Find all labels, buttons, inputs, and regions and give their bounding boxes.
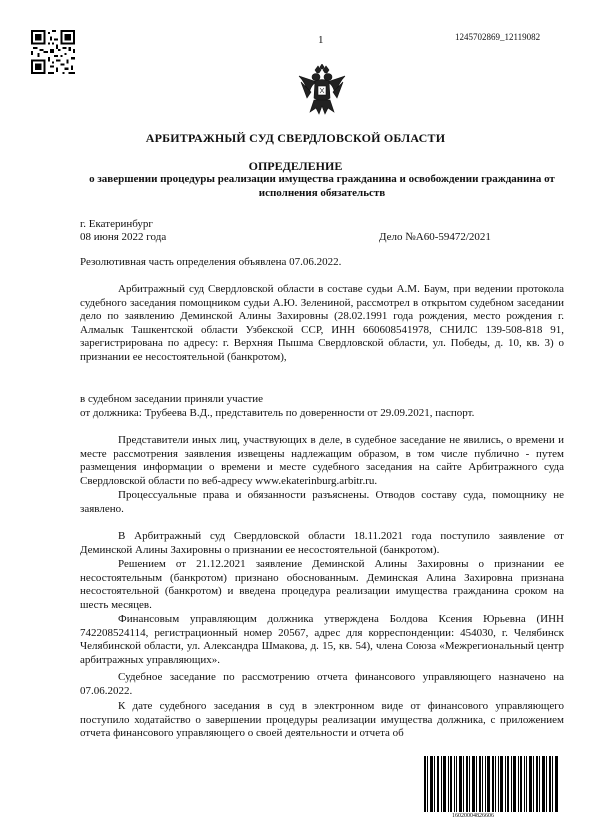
coat-of-arms-emblem: [297, 64, 347, 118]
decision-paragraph: Решением от 21.12.2021 заявление Деминской Алины Захировны о признании ее несостоятельным (банкротом) признано обоснованным. Деминская Алина Захировна признана несостоятельной (банкротом) и введена процедура реализации имущества гражданина сроком на шесть месяцев.: [80, 558, 564, 611]
financial-manager-paragraph: Финансовым управляющим должника утверждена Болдова Ксения Юрьевна (ИНН 742208524114, регистрационный номер 20567, адрес для корреспонденции: 454030, г. Челябинск Челябинской области, ул. Александра Шмакова, д. 15, кв. 54), члена Союза «Межрегиональный центр арбитражных управляющих».: [80, 613, 564, 666]
court-name: АРБИТРАЖНЫЙ СУД СВЕРДЛОВСКОЙ ОБЛАСТИ: [145, 131, 446, 145]
document-id: 1245702869_12119082: [455, 32, 541, 42]
procedural-rights-paragraph: Процессуальные права и обязанности разъяснены. Отводов составу суда, помощнику не заявлено.: [80, 489, 564, 515]
city: г. Екатеринбург: [80, 218, 153, 230]
participants-heading: в судебном заседании приняли участие: [80, 393, 264, 405]
qr-code: [31, 30, 75, 74]
document-type: ОПРЕДЕЛЕНИЕ: [248, 159, 343, 173]
barcode-number: 16020004826606: [452, 813, 494, 819]
other-parties-paragraph: Представители иных лиц, участвующих в деле, в судебное заседание не явились, о времени и месте рассмотрения заявления извещены надлежащим образом, в том числе публично - путем размещения информации о времени и месте судебного заседания на сайте Арбитражного суда Свердловской области по веб-адресу www.ekaterinburg.arbitr.ru.: [80, 434, 564, 487]
petition-paragraph: К дате судебного заседания в суд в электронном виде от финансового управляющего поступило ходатайство о завершении процедуры реализации имущества должника, с приложением отчета финансового управляющего о своей деятельности и отчета об: [80, 700, 564, 739]
barcode: [424, 756, 558, 812]
resolution-announcement: Резолютивная часть определения объявлена 07.06.2022.: [80, 256, 342, 268]
debtor-representative: от должника: Трубеева В.Д., представитель по доверенности от 29.09.2021, паспорт.: [80, 407, 475, 419]
hearing-scheduled-paragraph: Судебное заседание по рассмотрению отчета финансового управляющего назначено на 07.06.2022.: [80, 671, 564, 697]
case-number: Дело №А60-59472/2021: [379, 231, 491, 243]
application-received-paragraph: В Арбитражный суд Свердловской области 18.11.2021 года поступило заявление от Деминской Алины Захировны о признании ее несостоятельной (банкротом).: [80, 530, 564, 556]
document-subject: о завершении процедуры реализации имущества гражданина и освобождении гражданина от исполнения обязательств: [89, 173, 555, 199]
document-date: 08 июня 2022 года: [80, 231, 167, 243]
court-composition-paragraph: Арбитражный суд Свердловской области в составе судьи А.М. Баум, при ведении протокола судебного заседания помощником судьи А.Ю. Зелениной, рассмотрел в открытом судебном заседании дело по заявлению Деминской Алины Захировны (28.02.1991 года рождения, место рождения г. Алмалык Ташкентской области Узбекской ССР, ИНН 660608541978, СНИЛС 139-508-818 91, зарегистрирована по адресу: г. Верхняя Пышма Свердловской области, ул. Победы, д. 10, кв. 3) о признании ее несостоятельной (банкротом),: [80, 283, 564, 363]
page-number: 1: [318, 34, 324, 46]
